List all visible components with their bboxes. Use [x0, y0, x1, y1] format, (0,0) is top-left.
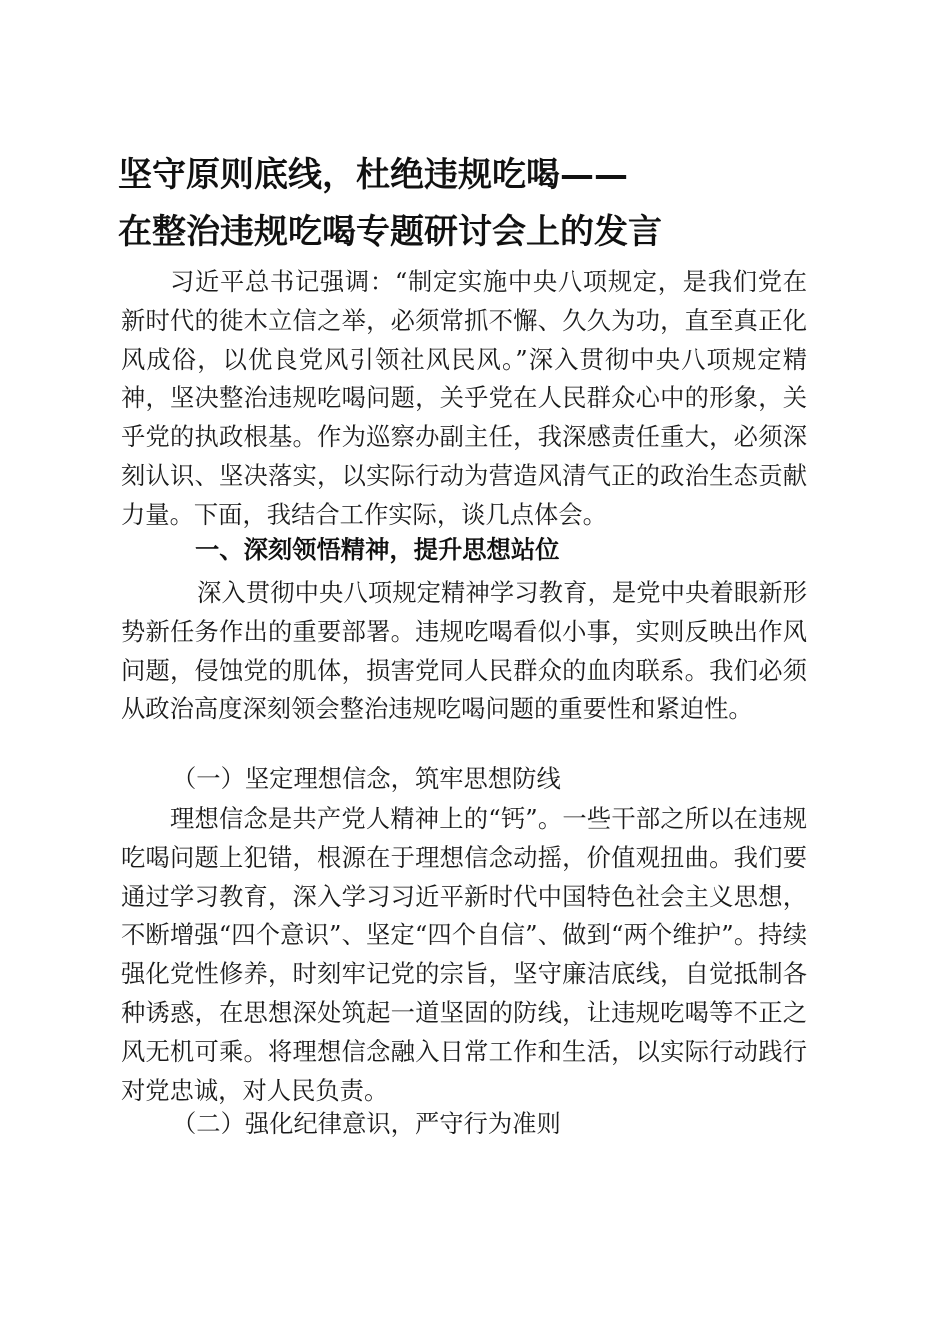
document-title-line-1: 坚守原则底线，杜绝违规吃喝—— [118, 155, 628, 195]
document-title-line-2: 在整治违规吃喝专题研讨会上的发言 [118, 212, 662, 252]
subsection-1-heading: （一）坚定理想信念，筑牢思想防线 [172, 764, 561, 793]
subsection-1-paragraph: 理想信念是共产党人精神上的“钙”。一些干部之所以在违规吃喝问题上犯错，根源在于理想信念动摇，价值观扭曲。我们要通过学习教育，深入学习习近平新时代中国特色社会主义思想，不断增强“四个意识”、坚定“四个自信”、做到“两个维护”。持续强化党性修养，时刻牢记党的宗旨，坚守廉洁底线，自觉抵制各种诱惑，在思想深处筑起一道坚固的防线，让违规吃喝等不正之风无机可乘。将理想信念融入日常工作和生活，以实际行动践行对党忠诚，对人民负责。 [121, 804, 807, 1105]
section-1-paragraph: 深入贯彻中央八项规定精神学习教育，是党中央着眼新形势新任务作出的重要部署。违规吃喝看似小事，实则反映出作风问题，侵蚀党的肌体，损害党同人民群众的血肉联系。我们必须从政治高度深刻领会整治违规吃喝问题的重要性和紧迫性。 [121, 578, 807, 724]
intro-paragraph: 习近平总书记强调：“制定实施中央八项规定，是我们党在新时代的徙木立信之举，必须常抓不懈、久久为功，直至真正化风成俗，以优良党风引领社风民风。”深入贯彻中央八项规定精神，坚决整治违规吃喝问题，关乎党在人民群众心中的形象，关乎党的执政根基。作为巡察办副主任，我深感责任重大，必须深刻认识、坚决落实，以实际行动为营造风清气正的政治生态贡献力量。下面，我结合工作实际，谈几点体会。 [121, 267, 807, 529]
section-1-heading: 一、深刻领悟精神，提升思想站位 [195, 535, 560, 564]
subsection-2-heading: （二）强化纪律意识，严守行为准则 [172, 1109, 561, 1138]
